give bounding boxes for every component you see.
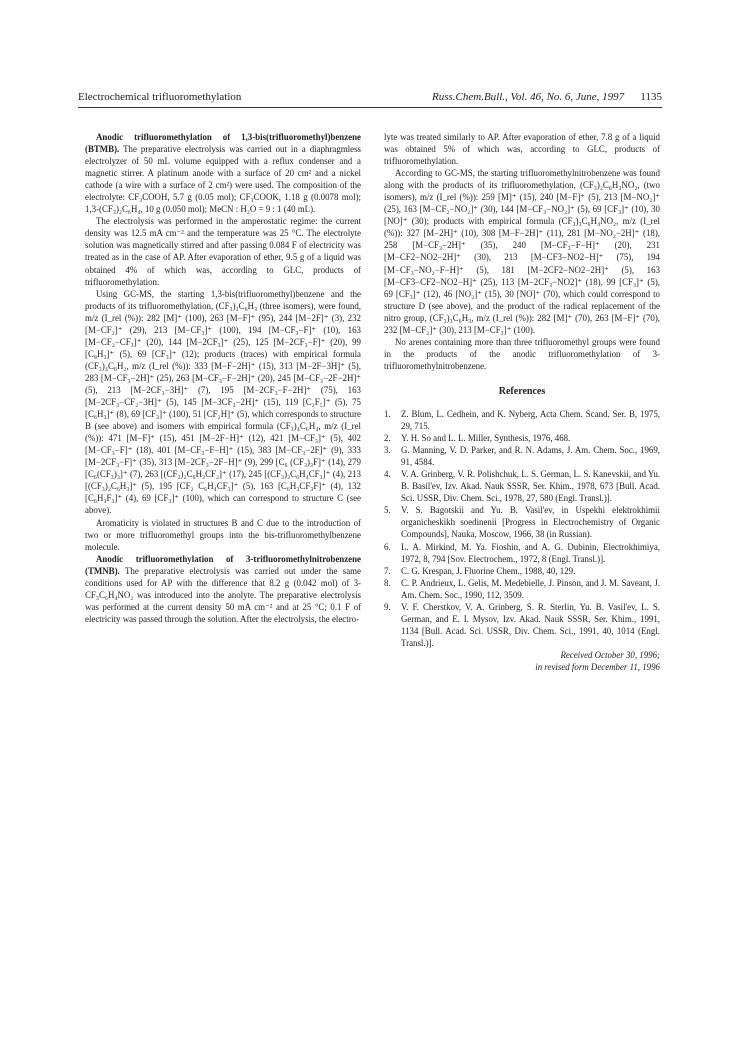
reference-number: 8.	[384, 577, 391, 588]
section-heading-tmnb: Anodic trifluoromethylation of 3-trifluoromethylnitrobenzene (TMNB).	[85, 553, 361, 576]
reference-item	[384, 601, 660, 649]
reference-text: L. A. Mirkind, M. Ya. Fioshin, and A. G. Dubinin, Electrokhimiya, 1972, 8, 794 [Sov. Electrochem., 1972, 8 (Engl. Transl.)].	[401, 541, 660, 564]
reference-number: 3.	[384, 445, 391, 456]
left-column	[85, 131, 361, 625]
reference-text: V. S. Bagotskii and Yu. B. Vasil'ev, in Uspekhi elektrokhimii organicheskikh soedinenii [Progress in Electrochemistry of Organic Compounds], Nauka, Moscow, 1966, 38 (in Russian).	[401, 505, 660, 540]
reference-item	[384, 444, 660, 468]
right-column	[384, 131, 660, 673]
reference-number: 2.	[384, 433, 391, 444]
references-heading: References	[498, 385, 546, 397]
received-line-1: Received October 30, 1996;	[560, 649, 660, 660]
paragraph-btmb	[85, 131, 361, 215]
received-date	[384, 649, 660, 673]
header-title: Electrochemical trifluoromethylation	[78, 91, 242, 103]
reference-number: 4.	[384, 469, 391, 480]
reference-text: C. P. Andrieux, L. Gelis, M. Medebielle, J. Pinson, and J. M. Saveant, J. Am. Chem. Soc., 1990, 112, 3509.	[401, 577, 660, 600]
reference-item	[384, 408, 660, 432]
reference-text: V. F. Cherstkov, V. A. Grinberg, S. R. Sterlin, Yu. B. Vasil'ev, L. S. German, and E. I. Mysov, Izv. Akad. Nauk SSSR, Ser. Khim., 1991, 1134 [Bull. Acad. Sci. USSR, Div. Chem. Sci., 1991, 40, 1014 (Engl. Transl.)].	[401, 601, 660, 648]
paragraph-text: The preparative electrolysis was carried out under the same conditions used for AP with the difference that 8.2 g (0.042 mol) of 3-CF₃C₆H₄NO₂ was introduced into the anolyte. The preparative electrolysis was performed at the current density 50 mA cm⁻² and at 25 °C; 0.1 F of electricity was passed through the solution. After the electrolysis, the electro-	[85, 565, 361, 624]
reference-item	[384, 468, 660, 504]
reference-number: 1.	[384, 408, 391, 419]
reference-text: Y. H. So and L. L. Miller, Synthesis, 1976, 468.	[401, 433, 571, 444]
reference-item	[384, 504, 660, 540]
reference-item	[384, 541, 660, 565]
reference-number: 9.	[384, 601, 391, 612]
running-header	[78, 91, 662, 108]
paragraph-aromaticity: Aromaticity is violated in structures B and C due to the introduction of two or more trifluoromethyl groups into the bis-trifluoromethylbenzene molecule.	[85, 517, 361, 552]
reference-item	[384, 432, 660, 444]
reference-item	[384, 577, 660, 601]
paragraph-tmnb	[85, 553, 361, 625]
references-list	[384, 408, 660, 649]
paragraph-gcms-btmb: Using GC-MS, the starting 1,3-bis(trifluoromethyl)benzene and the products of its trifluoromethylation, (CF₃)₃C₆H₃ (three isomers), were found, m/z (I_rel (%)): 282 [M]⁺ (100), 263 [M−F]⁺ (95), 244 [M−2F]⁺ (3), 232 [M−CF₂]⁺ (29), 213 [M−CF₃]⁺ (100), 194 [M−CF₃−F]⁺ (10), 163 [M−CF₂−CF₃]⁺ (20), 144 [M−2CF₃]⁺ (25), 125 [M−2CF₃−F]⁺ (20), 99 [C₈H₃]⁺ (5), 69 [CF₃]⁺ (12); products (traces) with empirical formula (CF₃)₄C₆H₂, m/z (I_rel (%)): 333 [M−F−2H]⁺ (15), 313 [M−2F−3H]⁺ (5), 283 [M−CF₃−2H]⁺ (25), 263 [M−CF₃−F−2H]⁺ (20), 245 [M−CF₃−2F−2H]⁺ (5), 213 [M−2CF₃−3H]⁺ (7), 195 [M−2CF₃−F−2H]⁺ (75), 163 [M−2CF₃−CF₂−3H]⁺ (5), 145 [M−3CF₃−2H]⁺ (15), 119 [C₂F₅]⁺ (5), 75 [C₆H₃]⁺ (8), 69 [CF₃]⁺ (100), 51 [CF₂H]⁺ (5), which corresponds to structure B (see above) and isomers with empirical formula (CF₃)₄C₆H₄, m/z (I_rel (%)): 471 [M−F]⁺ (15), 451 [M−2F−H]⁺ (12), 421 [M−CF₃]⁺ (5), 402 [M−CF₃−F]⁺ (18), 401 [M−CF₃−F−H]⁺ (15), 383 [M−CF₃−2F]⁺ (9), 333 [M−2CF₃−F]⁺ (35), 313 [M−2CF₃−2F−H]⁺ (9), 299 [C₆ (CF₃)₃F]⁺ (14), 279 [C₆(CF₃)₃]⁺ (7), 263 [(CF₃)₂C₆H₃CF₂]⁺ (17), 245 [(CF₃)₂C₆H₄CF₃]⁺ (4), 213 [(CF₃)₂C₆H₃]⁺ (5), 195 [CF₂ C₆H₄CF₃]⁺ (5), 163 [C₆H₃CF₃F]⁺ (4), 132 [C₆H₃F₃]⁺ (4), 69 [CF₃]⁺ (100), which can correspond to structure C (see above).	[85, 288, 361, 516]
header-page-number: 1135	[640, 91, 662, 103]
paragraph-text: The preparative electrolysis was carried out in a diaphragmless electrolyzer of 50 mL volume equipped with a reflux condenser and a magnetic stirrer. A platinum anode with a surface of 20 cm² and a nickel cathode (a wire with a surface of 2 cm²) were used. The composition of the electrolyte: CF₃COOH, 5.7 g (0.05 mol); CF₃COOK, 1.18 g (0.0078 mol); 1,3-(CF₃)₂C₆H₄, 10 g (0.050 mol); MeCN : H₂O = 9 : 1 (40 mL).	[85, 144, 361, 215]
header-journal: Russ.Chem.Bull., Vol. 46, No. 6, June, 1997	[432, 91, 625, 103]
reference-number: 7.	[384, 565, 391, 576]
paragraph-gcms-tmnb: According to GC-MS, the starting trifluoromethylnitrobenzene was found along with the products of its trifluoromethylation, (CF₃)₂C₆H₃NO₂, (two isomers), m/z (I_rel (%)): 259 [M]⁺ (15), 240 [M−F]⁺ (5), 213 [M−NO₂]⁺ (25), 163 [M−CF₂−NO₂]⁺ (30), 144 [M−CF₃−NO₂]⁺ (5), 69 [CF₃]⁺ (10), 30 [NO]⁺ (30); products with empirical formula (CF₃)₃C₆H₄NO₂, m/z (I_rel (%)): 327 [M−2H]⁺ (10), 308 [M−F−2H]⁺ (11), 281 [M−NO₂−2H]⁺ (18), 258 [M−CF₃−2H]⁺ (35), 240 [M−CF₃−F−H]⁺ (20), 231 [M−CF2−NO2−2H]⁺ (30), 213 [M−CF3−NO2−H]⁺ (75), 194 [M−CF₃−NO₂−F−H]⁺ (5), 181 [M−2CF2−NO2−2H]⁺ (5), 163 [M−CF3−CF2−NO2−H]⁺ (25), 113 [M−2CF₃−NO2]⁺ (18), 99 [CF₃]⁺ (5), 69 [CF₃]⁺ (12), 46 [NO₂]⁺ (15), 30 [NO]⁺ (70), which could correspond to structure D (see above), and the product of the radical replacement of the nitro group, (CF₃)₃C₆H₃, m/z (I_rel (%)): 282 [M]⁺ (70), 263 [M−F]⁺ (70), 232 [M−CF₂]⁺ (30), 213 [M−CF₃]⁺ (100).	[384, 168, 660, 335]
reference-number: 5.	[384, 505, 391, 516]
reference-text: Z. Blum, L. Cedhein, and K. Nyberg, Acta Chem. Scand. Ser. B, 1975, 29, 715.	[401, 408, 660, 432]
paragraph-conclusion: No arenes containing more than three trifluoromethyl groups were found in the products of the anodic trifluoromethylation of 3-trifluoromethylnitrobenzene.	[384, 336, 660, 371]
paragraph-continued: lyte was treated similarly to AP. After evaporation of ether, 7.8 g of a liquid was obtained 5% of which was, according to GLC, products of trifluoromethylation.	[384, 132, 660, 167]
reference-text: V. A. Grinberg, V. R. Polishchuk, L. S. German, L. S. Kanevskii, and Yu. B. Basil'ev, Izv. Akad. Nauk SSSR, Ser. Khim., 1978, 673 [Bull. Acad. Sci. USSR, Div. Chem. Sci., 1978, 27, 580 (Engl. Transl.)].	[401, 469, 660, 504]
reference-text: C. G. Krespan, J. Fluorine Chem., 1988, 40, 129.	[401, 565, 576, 576]
reference-number: 6.	[384, 541, 391, 552]
paragraph-electrolysis-regime: The electrolysis was performed in the amperostatic regime: the current density was 12.5 mA cm⁻² and the temperature was 25 °C. The electrolyte solution was magnetically stirred and after passing 0.084 F of electricity was treated as in the case of AP. After evaporation of ether, 9.5 g of a liquid was obtained 4% of which was, according to GLC, products of trifluoromethylation.	[85, 216, 361, 287]
section-heading-btmb: Anodic trifluoromethylation of 1,3-bis(trifluoromethyl)benzene (BTMB).	[85, 132, 361, 155]
received-line-2: in revised form December 11, 1996	[535, 661, 660, 672]
reference-item	[384, 565, 660, 577]
reference-text: G. Manning, V. D. Parker, and R. N. Adams, J. Am. Chem. Soc., 1969, 91, 4584.	[401, 445, 660, 468]
